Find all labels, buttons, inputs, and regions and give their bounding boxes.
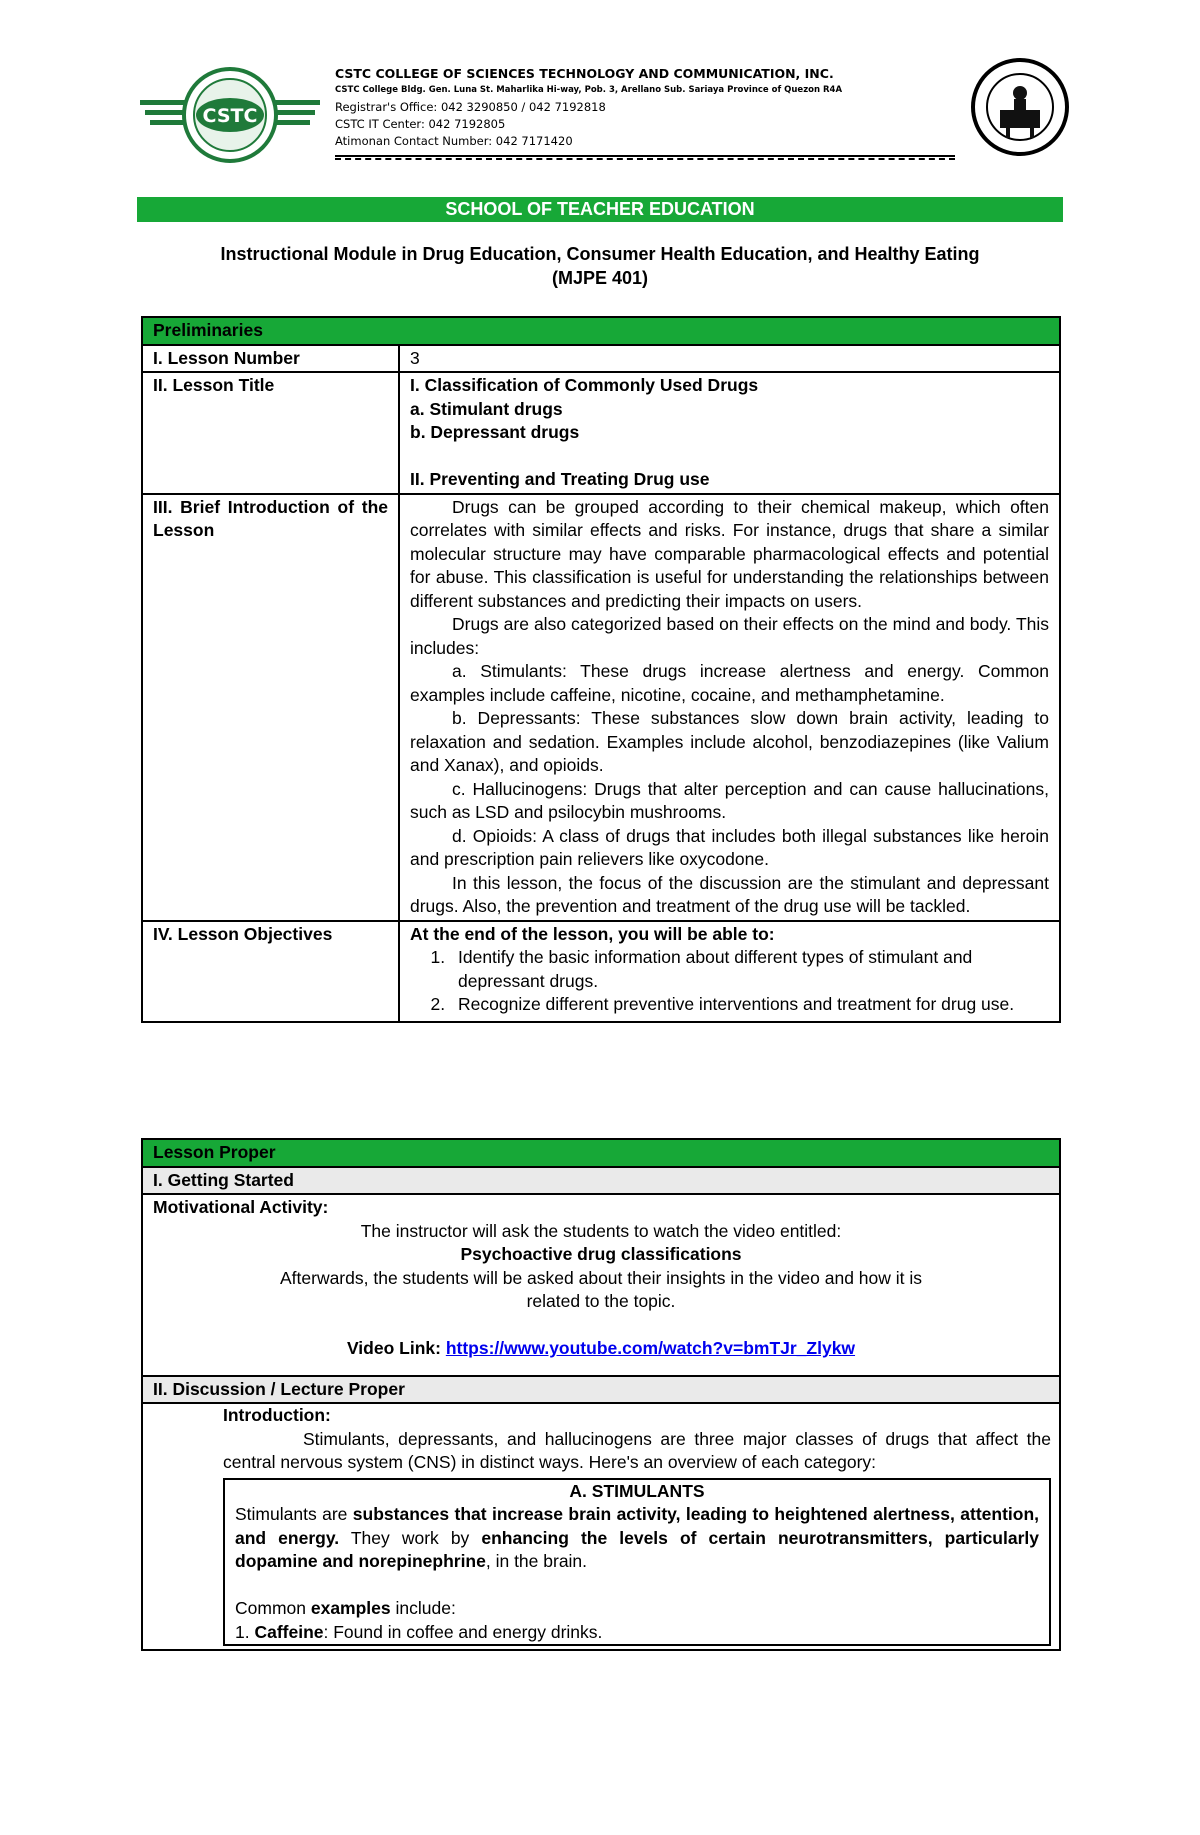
list-item: 2. Recognize different preventive interventions and treatment for drug use. (450, 993, 1049, 1017)
intro-paragraph: In this lesson, the focus of the discussion are the stimulant and depressant drugs. Also, the prevention and treatment of the drug use will be tackled. (410, 872, 1049, 916)
lesson-title-topic-2: II. Preventing and Treating Drug use (410, 469, 710, 489)
college-name: CSTC COLLEGE OF SCIENCES TECHNOLOGY AND COMMUNICATION, INC. (335, 66, 834, 81)
objectives-list (410, 946, 1049, 1017)
stimulants-box (223, 1478, 1051, 1647)
intro-item: a. Stimulants: These drugs increase alertness and energy. Common examples include caffeine, nicotine, cocaine, and methamphetamine. (410, 661, 1049, 705)
lesson-title-topic-1: I. Classification of Commonly Used Drugs (410, 375, 759, 395)
video-link-line (163, 1337, 1039, 1361)
letterhead (140, 55, 1070, 170)
college-address: CSTC College Bldg. Gen. Luna St. Maharlika Hi-way, Pob. 3, Arellano Sub. Sariaya Province of Quezon R4A (335, 85, 843, 95)
objectives-content (399, 921, 1060, 1022)
stimulants-description: Stimulants are substances that increase brain activity, leading to heightened alertness, attention, and energy. They work by enhancing the levels of certain neurotransmitters, particularly dopamine and norepinephrine, in the brain. (235, 1504, 1039, 1571)
discussion-content (142, 1403, 1060, 1650)
module-title-line1: Instructional Module in Drug Education, Consumer Health Education, and Healthy Eating (220, 244, 980, 264)
motivational-followup: Afterwards, the students will be asked about their insights in the video and how it is related to the topic. (279, 1267, 923, 1311)
intro-label: III. Brief Introduction of the Lesson (142, 494, 399, 921)
module-title-line2: (MJPE 401) (551, 268, 649, 288)
motivational-activity (142, 1194, 1060, 1376)
registrar-contact: Registrar's Office: 042 3290850 / 042 7192818 (335, 100, 606, 114)
intro-paragraph: Drugs can be grouped according to their chemical makeup, which often correlates with similar effects and risks. For instance, drugs that share a similar molecular structure may have comparable pharmacological effects and potential for abuse. This classification is useful for understanding the relationships between different substances and predicting their impacts on users. (410, 496, 1049, 611)
table-row (142, 494, 1060, 921)
discussion-heading: II. Discussion / Lecture Proper (142, 1376, 1060, 1404)
table-row (142, 345, 1060, 373)
lesson-title-topic-1a: a. Stimulant drugs (410, 398, 563, 419)
atimonan-contact: Atimonan Contact Number: 042 7171420 (335, 134, 573, 148)
letterhead-text (335, 65, 955, 150)
lesson-proper-table (141, 1138, 1061, 1651)
lesson-title-label: II. Lesson Title (142, 372, 399, 494)
intro-paragraph: Drugs are also categorized based on their effects on the mind and body. This includes: (410, 614, 1049, 658)
introduction-text: Stimulants, depressants, and hallucinogens are three major classes of drugs that affect the central nervous system (CNS) in distinct ways. Here's an overview of each category: (223, 1428, 1051, 1472)
motivational-label: Motivational Activity: (153, 1197, 329, 1217)
lesson-number-label: I. Lesson Number (142, 345, 399, 373)
table-row (142, 372, 1060, 494)
lesson-title-topic-1b: b. Depressant drugs (410, 422, 580, 442)
college-logo (140, 65, 320, 165)
lesson-proper-heading: Lesson Proper (142, 1139, 1060, 1167)
table-row (142, 921, 1060, 1022)
svg-text:CSTC: CSTC (202, 105, 258, 127)
video-link-label: Video Link: (346, 1338, 441, 1358)
header-divider (335, 155, 955, 160)
video-title: Psychoactive drug classifications (460, 1244, 742, 1264)
list-item: 1. Caffeine: Found in coffee and energy drinks. (235, 1621, 603, 1642)
table-row (142, 1194, 1060, 1376)
common-examples-intro: Common examples include: (235, 1598, 456, 1618)
intro-item: d. Opioids: A class of drugs that includes both illegal substances like heroin and prescription pain relievers like oxycodone. (410, 825, 1049, 869)
objectives-lead: At the end of the lesson, you will be able to: (410, 923, 775, 944)
intro-item: b. Depressants: These substances slow down brain activity, leading to relaxation and sedation. Examples include alcohol, benzodiazepines (like Valium and Xanax), and opioids. (410, 708, 1049, 775)
preliminaries-heading: Preliminaries (142, 317, 1060, 345)
motivational-instruction: The instructor will ask the students to watch the video entitled: (360, 1220, 842, 1241)
lesson-number-value: 3 (399, 345, 1060, 373)
intro-item: c. Hallucinogens: Drugs that alter perception and can cause hallucinations, such as LSD and psilocybin mushrooms. (410, 778, 1049, 822)
list-item: 1. Identify the basic information about different types of stimulant and depressant drugs. (450, 946, 1049, 993)
module-title (137, 242, 1063, 290)
preliminaries-table (141, 316, 1061, 1023)
table-row (142, 1403, 1060, 1650)
it-center-contact: CSTC IT Center: 042 7192805 (335, 117, 506, 131)
getting-started-heading: I. Getting Started (142, 1167, 1060, 1195)
lesson-title-value (399, 372, 1060, 494)
stimulants-heading: A. STIMULANTS (569, 1480, 705, 1501)
introduction-label: Introduction: (223, 1405, 331, 1425)
school-seal (970, 55, 1070, 160)
school-banner: SCHOOL OF TEACHER EDUCATION (137, 197, 1063, 222)
video-link[interactable]: https://www.youtube.com/watch?v=bmTJr_Zlykw (445, 1338, 856, 1358)
intro-content (399, 494, 1060, 921)
objectives-label: IV. Lesson Objectives (142, 921, 399, 1022)
